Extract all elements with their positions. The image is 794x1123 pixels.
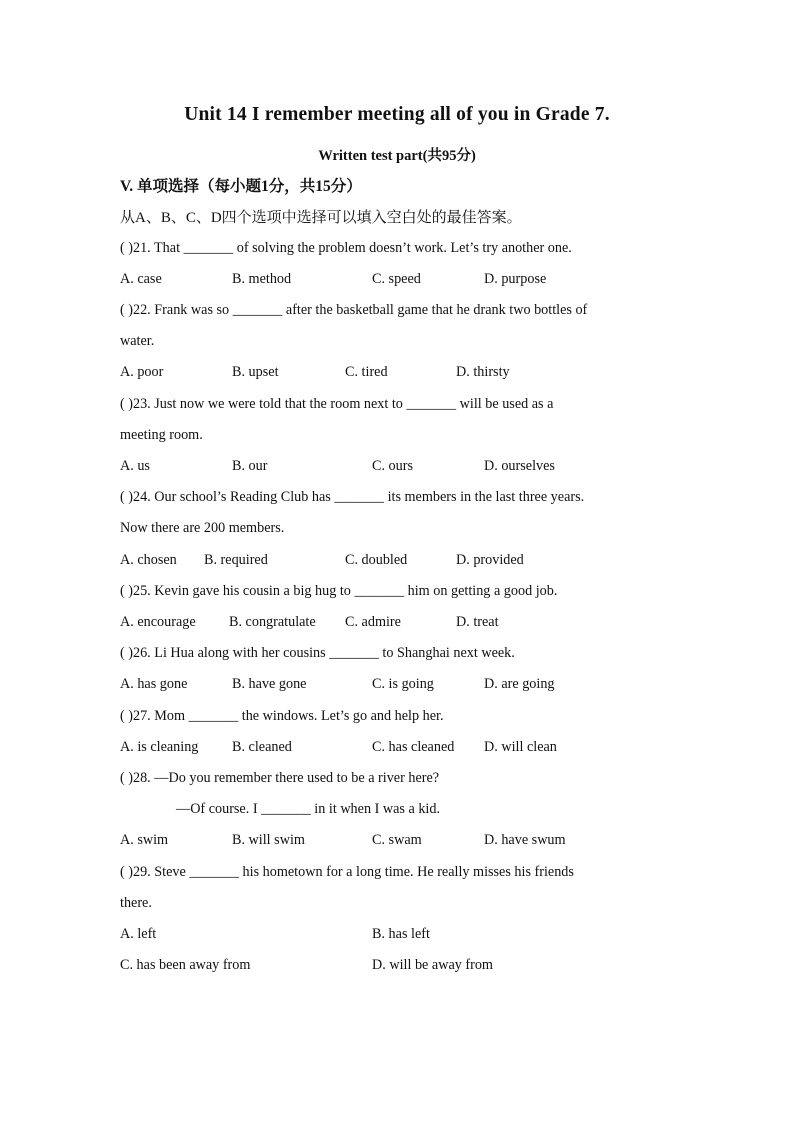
- question-29-stem: ( )29. Steve _______ his hometown for a long time. He really misses his friends: [120, 864, 574, 880]
- option-26-d: D. are going: [484, 676, 555, 692]
- question-22-stem-cont: water.: [120, 333, 155, 349]
- question-27-stem: ( )27. Mom _______ the windows. Let’s go and help her.: [120, 708, 444, 724]
- option-23-b: B. our: [232, 458, 268, 474]
- option-26-b: B. have gone: [232, 676, 307, 692]
- question-21-stem: ( )21. That _______ of solving the problem doesn’t work. Let’s try another one.: [120, 240, 572, 256]
- question-26-stem: ( )26. Li Hua along with her cousins _______ to Shanghai next week.: [120, 645, 515, 661]
- option-28-a: A. swim: [120, 832, 169, 848]
- option-22-c: C. tired: [345, 364, 388, 380]
- question-28-reply: —Of course. I _______ in it when I was a kid.: [176, 801, 440, 817]
- option-21-a: A. case: [120, 271, 162, 287]
- option-21-d: D. purpose: [484, 271, 547, 287]
- option-29-a: A. left: [120, 926, 157, 942]
- option-27-a: A. is cleaning: [120, 739, 199, 755]
- option-21-c: C. speed: [372, 271, 421, 287]
- option-26-c: C. is going: [372, 676, 434, 692]
- question-24-stem: ( )24. Our school’s Reading Club has _______ its members in the last three years.: [120, 489, 585, 505]
- option-24-a: A. chosen: [120, 552, 177, 568]
- option-26-a: A. has gone: [120, 676, 188, 692]
- option-21-b: B. method: [232, 271, 292, 287]
- option-28-c: C. swam: [372, 832, 422, 848]
- question-29-stem-cont: there.: [120, 895, 152, 911]
- option-23-d: D. ourselves: [484, 458, 555, 474]
- option-24-d: D. provided: [456, 552, 524, 568]
- option-23-c: C. ours: [372, 458, 413, 474]
- option-24-c: C. doubled: [345, 552, 408, 568]
- option-28-d: D. have swum: [484, 832, 566, 848]
- option-22-a: A. poor: [120, 364, 164, 380]
- option-25-a: A. encourage: [120, 614, 196, 630]
- option-27-d: D. will clean: [484, 739, 557, 755]
- question-25-stem: ( )25. Kevin gave his cousin a big hug to _______ him on getting a good job.: [120, 583, 558, 599]
- option-27-b: B. cleaned: [232, 739, 292, 755]
- section-heading: V. 单项选择（每小题1分，共15分）: [120, 178, 362, 195]
- question-28-stem: ( )28. —Do you remember there used to be a river here?: [120, 770, 440, 786]
- option-23-a: A. us: [120, 458, 150, 474]
- option-27-c: C. has cleaned: [372, 739, 455, 755]
- option-22-b: B. upset: [232, 364, 279, 380]
- question-24-stem-cont: Now there are 200 members.: [120, 520, 285, 536]
- page-subtitle: Written test part(共95分): [318, 148, 476, 164]
- option-29-d: D. will be away from: [372, 957, 493, 973]
- option-25-b: B. congratulate: [229, 614, 316, 630]
- option-24-b: B. required: [204, 552, 268, 568]
- question-23-stem: ( )23. Just now we were told that the room next to _______ will be used as a: [120, 396, 554, 412]
- option-29-c: C. has been away from: [120, 957, 251, 973]
- question-23-stem-cont: meeting room.: [120, 427, 203, 443]
- option-29-b: B. has left: [372, 926, 430, 942]
- option-25-d: D. treat: [456, 614, 499, 630]
- option-22-d: D. thirsty: [456, 364, 510, 380]
- section-instruction: 从A、B、C、D四个选项中选择可以填入空白处的最佳答案。: [120, 210, 522, 226]
- option-28-b: B. will swim: [232, 832, 305, 848]
- question-22-stem: ( )22. Frank was so _______ after the basketball game that he drank two bottles of: [120, 302, 588, 318]
- option-25-c: C. admire: [345, 614, 401, 630]
- page-title: Unit 14 I remember meeting all of you in Grade 7.: [184, 104, 610, 125]
